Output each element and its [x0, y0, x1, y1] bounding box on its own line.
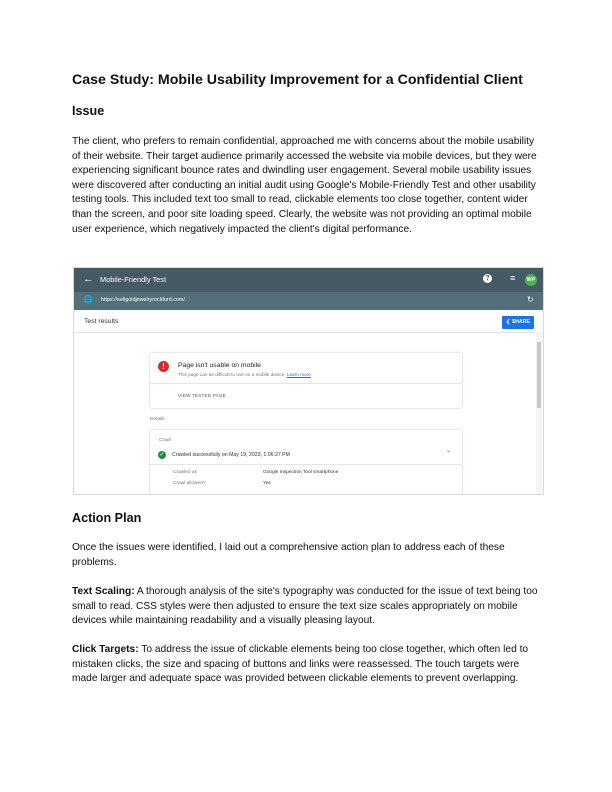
click-targets-paragraph: [72, 643, 542, 687]
click-targets-label: Click Targets:: [72, 644, 139, 655]
crawl-row-value: Google Inspection Tool smartphone: [263, 470, 339, 475]
crawl-row-value: Yes: [263, 481, 271, 486]
results-label: Test results: [84, 318, 119, 325]
status-card: [150, 353, 462, 408]
help-icon[interactable]: ?: [483, 274, 492, 283]
mobile-friendly-test-screenshot: [73, 267, 544, 495]
issue-paragraph: The client, who prefers to remain confidential, approached me with concerns about the mobile usability of their website. Their target audience primarily accessed the website via mobile devices, but they were experiencing significant bounce rates and dwindling user engagement. Several mobile usability issues were discovered after conducting an initial audit using Google's Mobile-Friendly Test and other usability testing tools. This included text too small to read, clickable elements too close together, content wider than the screen, and poor site loading speed. Clearly, the website was not providing an optimal mobile user experience, which negatively impacted the client's digital performance.: [72, 136, 537, 235]
share-label: SHARE: [511, 319, 530, 325]
crawl-row-key: Crawled as: [173, 470, 197, 475]
issue-heading: Issue: [72, 104, 105, 118]
crawl-card: [150, 430, 462, 495]
divider: [150, 464, 462, 465]
url-bar: [74, 292, 543, 310]
status-heading: Page isn't usable on mobile: [178, 362, 261, 369]
text-scaling-body: A thorough analysis of the site's typography was conducted for the issue of text being too small to read. CSS styles were then adjusted to ensure the text size scales appropriately on mobile devices while maintaining readability and a visually pleasing layout.: [72, 586, 538, 627]
share-button[interactable]: ❮ SHARE: [502, 316, 534, 329]
action-intro-paragraph: Once the issues were identified, I laid out a comprehensive action plan to address each of these problems.: [72, 542, 505, 568]
learn-more-link[interactable]: Learn more: [286, 372, 311, 377]
chevron-up-icon[interactable]: ⌃: [446, 451, 452, 457]
tested-url[interactable]: https://sellgoldjewelryrockford.com/: [101, 297, 185, 303]
app-bar: [74, 268, 543, 292]
arrow-left-icon[interactable]: ←: [83, 273, 94, 285]
text-scaling-paragraph: [72, 585, 542, 629]
check-circle-icon: ✓: [159, 452, 165, 458]
view-tested-page-button[interactable]: VIEW TESTED PAGE: [178, 393, 226, 398]
crawl-row-key: Crawl allowed?: [173, 481, 206, 486]
app-title: Mobile-Friendly Test: [100, 275, 166, 284]
status-sub-text: This page can be difficult to use on a mobile device.: [178, 372, 286, 377]
results-header: [74, 310, 534, 333]
menu-icon[interactable]: ≡: [510, 273, 516, 283]
globe-icon: 🌐: [83, 295, 93, 304]
scrollbar-thumb[interactable]: [537, 342, 541, 408]
action-plan-heading: Action Plan: [72, 511, 142, 525]
details-label: Details: [150, 417, 165, 422]
crawl-label: Crawl: [159, 437, 171, 442]
error-icon: !: [158, 361, 169, 372]
refresh-icon[interactable]: ↻: [527, 295, 534, 304]
page-title: Case Study: Mobile Usability Improvement for a Confidential Client: [72, 72, 523, 88]
text-scaling-label: Text Scaling:: [72, 586, 135, 597]
divider: [150, 383, 462, 384]
status-subtext: [178, 372, 311, 377]
crawled-status: Crawled successfully on May 19, 2023, 1:06:27 PM: [172, 452, 290, 458]
avatar[interactable]: WP: [525, 274, 537, 286]
click-targets-body: To address the issue of clickable elements being too close together, which often led to mistaken clicks, the size and spacing of buttons and links were reassessed. The touch targets were made larger and adequate space was provided between clickable elements to prevent overlapping.: [72, 644, 529, 685]
